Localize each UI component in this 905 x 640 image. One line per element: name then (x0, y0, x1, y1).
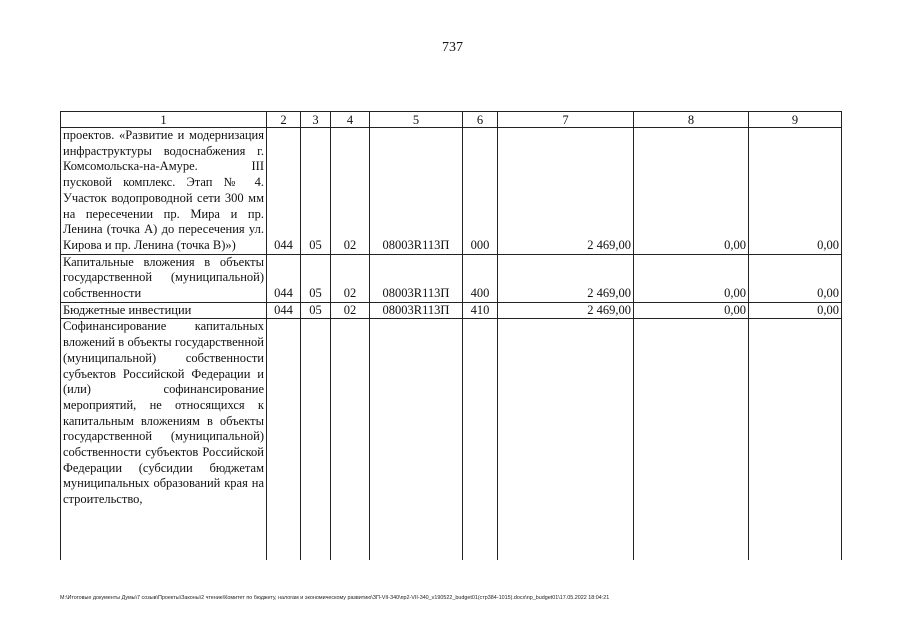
table-row (61, 254, 842, 302)
ministry-code-cell: 044 (267, 254, 301, 302)
amount-cell: 2 469,00 (498, 254, 634, 302)
table-row (61, 128, 842, 255)
column-header: 1 (61, 112, 267, 128)
amount-cell: 0,00 (634, 302, 749, 319)
column-header: 5 (370, 112, 463, 128)
column-header: 7 (498, 112, 634, 128)
empty-cell (463, 319, 498, 561)
footer-file-path: M:\Итоговые документы Думы\7 созыв\Проекты\Законы\2 чтение\Комитет по бюджету, налогам и экономическому развитию\ЗП-VII-340\пр2-VII-340_v190522_budget01(стр384-1015).docx\np_budget01\17.05.2022 18:04:21 (60, 595, 610, 601)
amount-cell: 0,00 (749, 302, 842, 319)
amount-cell: 0,00 (634, 128, 749, 255)
page-number: 737 (442, 40, 463, 55)
row-name-cell: Софинансирование капитальных вложений в объекты государственной (муниципальной) собственности субъектов Российской Федерации и (или) софинансирование мероприятий, не относящихся к капитальным вложениям в объекты государственной (муниципальной) собственности субъектов Российской Федерации (субсидии бюджетам муниципальных образований края на строительство, (61, 319, 267, 561)
subsection-code-cell: 02 (331, 302, 370, 319)
expense-type-cell: 410 (463, 302, 498, 319)
amount-cell: 2 469,00 (498, 302, 634, 319)
empty-cell (301, 319, 331, 561)
amount-cell: 2 469,00 (498, 128, 634, 255)
expense-type-cell: 400 (463, 254, 498, 302)
empty-cell (267, 319, 301, 561)
column-header: 4 (331, 112, 370, 128)
row-name-cell: проектов. «Развитие и модернизация инфраструктуры водоснабжения г. Комсомольска-на-Амуре. III пусковой комплекс. Этап № 4. Участок водопроводной сети 300 мм на пересечении пр. Мира и пр. Ленина (точка А) до пересечения ул. Кирова и пр. Ленина (точка В)») (61, 128, 267, 255)
section-code-cell: 05 (301, 302, 331, 319)
column-header: 3 (301, 112, 331, 128)
row-name-cell: Капитальные вложения в объекты государственной (муниципальной) собственности (61, 254, 267, 302)
column-header: 9 (749, 112, 842, 128)
row-name-cell: Бюджетные инвестиции (61, 302, 267, 319)
budget-table (60, 111, 842, 560)
amount-cell: 0,00 (634, 254, 749, 302)
empty-cell (634, 319, 749, 561)
ministry-code-cell: 044 (267, 302, 301, 319)
section-code-cell: 05 (301, 128, 331, 255)
empty-cell (331, 319, 370, 561)
table-header-row (61, 112, 842, 128)
ministry-code-cell: 044 (267, 128, 301, 255)
amount-cell: 0,00 (749, 254, 842, 302)
target-article-cell: 08003R113П (370, 128, 463, 255)
target-article-cell: 08003R113П (370, 254, 463, 302)
target-article-cell: 08003R113П (370, 302, 463, 319)
empty-cell (370, 319, 463, 561)
table-row (61, 302, 842, 319)
amount-cell: 0,00 (749, 128, 842, 255)
subsection-code-cell: 02 (331, 254, 370, 302)
empty-cell (498, 319, 634, 561)
expense-type-cell: 000 (463, 128, 498, 255)
empty-cell (749, 319, 842, 561)
column-header: 6 (463, 112, 498, 128)
column-header: 2 (267, 112, 301, 128)
section-code-cell: 05 (301, 254, 331, 302)
subsection-code-cell: 02 (331, 128, 370, 255)
column-header: 8 (634, 112, 749, 128)
table-row (61, 319, 842, 561)
